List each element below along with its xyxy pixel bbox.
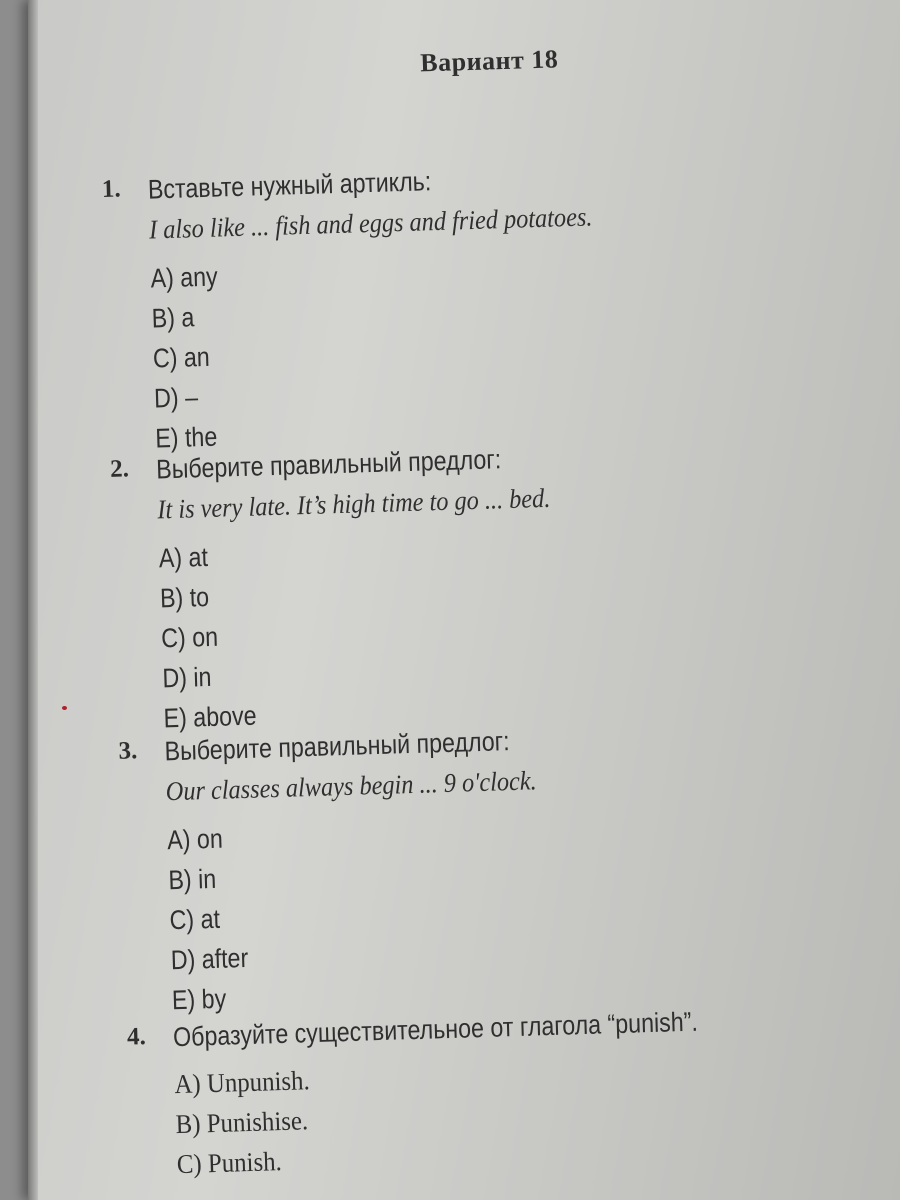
question-number: 2. [109, 455, 130, 483]
answer-option: A) on [166, 823, 224, 856]
question-number: 4. [126, 1023, 147, 1051]
question-sentence: It is very late. It’s high time to go ... bed. [156, 482, 551, 525]
question-1 [101, 153, 862, 454]
answer-option: A) Unpunish. [174, 1065, 311, 1100]
answer-option: C) at [169, 903, 221, 936]
answer-option: D) in [161, 661, 212, 694]
answer-option: B) in [167, 863, 217, 896]
question-prompt: Вставьте нужный артикль: [147, 166, 432, 205]
question-number: 1. [101, 175, 122, 203]
answer-option: E) the [154, 421, 218, 454]
answer-option: C) Punish. [176, 1146, 283, 1180]
answer-option: C) on [160, 621, 219, 654]
answer-options [150, 256, 234, 458]
question-number: 3. [118, 737, 138, 765]
question-sentence: Our classes always begin ... 9 o'clock. [165, 765, 538, 807]
answer-option: D) after [170, 942, 249, 976]
answer-options [174, 1060, 324, 1184]
answer-option: B) a [151, 302, 195, 334]
answer-option: E) by [171, 983, 227, 1016]
answer-option: C) an [152, 341, 211, 374]
question-prompt: Выберите правильный предлог: [155, 444, 502, 485]
question-prompt: Образуйте существительное от глагола “punish”. [172, 1006, 699, 1053]
answer-option: B) Punishise. [175, 1105, 309, 1140]
answer-options [167, 818, 263, 1021]
answer-option: B) to [159, 581, 210, 614]
question-sentence: I also like ... fish and eggs and fried potatoes. [148, 201, 593, 245]
answer-option: A) at [158, 541, 209, 574]
page-binding-edge [28, 0, 38, 1200]
answer-option: D) – [153, 382, 199, 414]
question-prompt: Выберите правильный предлог: [164, 726, 511, 767]
answer-options [158, 535, 272, 738]
test-sheet [98, 35, 878, 1180]
variant-title: Вариант 18 [419, 44, 559, 78]
answer-option: A) any [150, 261, 219, 294]
answer-option: E) above [163, 700, 257, 734]
paper-page [28, 0, 900, 1200]
ink-dot [62, 706, 67, 710]
